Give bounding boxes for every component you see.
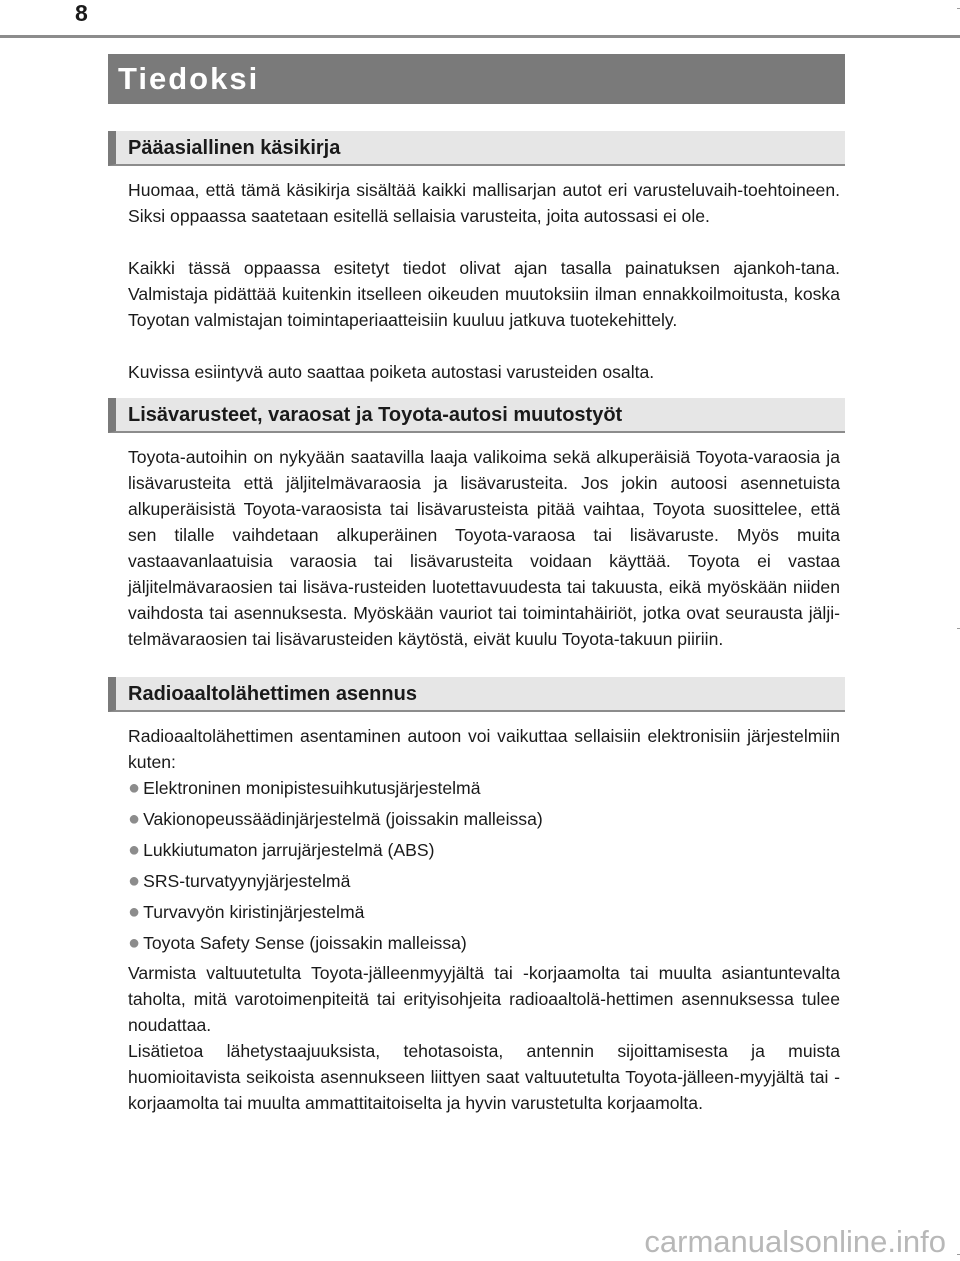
- list-item-text: Vakionopeussäädinjärjestelmä (joissakin malleissa): [143, 809, 543, 829]
- paragraph: Radioaaltolähettimen asentaminen autoon voi vaikuttaa sellaisiin elektronisiin järjestelmiin kuten:: [128, 726, 840, 772]
- list-item-text: Lukkiutumaton jarrujärjestelmä (ABS): [143, 840, 435, 860]
- list-item-text: Toyota Safety Sense (joissakin malleissa): [143, 933, 467, 953]
- paragraph: Lisätietoa lähetystaajuuksista, tehotasoista, antennin sijoittamisesta ja muista huomioitavista seikoista asennukseen liittyen saat valtuutetulta Toyota-jälleen-myyjältä tai -korjaamolta tai muulta ammattitaitoiselta ja hyvin varustetulta korjaamolta.: [128, 1041, 840, 1113]
- list-item-text: Turvavyön kiristinjärjestelmä: [143, 902, 365, 922]
- bullet-icon: ●: [128, 777, 141, 799]
- page-number: 8: [75, 0, 88, 26]
- section-heading-main-manual: Pääasiallinen käsikirja: [108, 131, 845, 166]
- list-item: [128, 775, 840, 801]
- paragraph: Kaikki tässä oppaassa esitetyt tiedot olivat ajan tasalla painatuksen ajankoh-tana. Valmistaja pidättää kuitenkin itselleen oikeuden muutoksiin ilman ennakkoilmoitusta, koska Toyotan valmistajan toimintaperiaatteisiin kuuluu jatkuva tuotekehittely.: [128, 258, 840, 330]
- paragraph: Toyota-autoihin on nykyään saatavilla laaja valikoima sekä alkuperäisiä Toyota-varaosia ja lisävarusteita että jäljitelmävaraosia ja lisävarusteita. Jos jokin autoosi asennetuista alkuperäisistä Toyota-varaosista tai lisävarusteista pitää vaihtaa, Toyota suosittelee, että sen tilalle vaihdetaan alkuperäinen Toyota-varaosa tai lisävaruste. Myös muita vastaavanlaatuisia varaosia tai lisävarusteita voidaan käyttää. Toyota ei vastaa jäljitelmävaraosien tai lisäva-rusteiden luotettavuudesta tai takuusta, eikä myöskään niiden vaihdosta tai asennuksesta. Myöskään vauriot tai toimintahäiriöt, jotka ovat seurausta jälji-telmävaraosien tai lisävarusteiden käytöstä, eivät kuulu Toyota-takuun piiriin.: [128, 447, 840, 649]
- page-title: Tiedoksi: [108, 54, 845, 104]
- bullet-icon: ●: [128, 870, 141, 892]
- section-heading-accessories: Lisävarusteet, varaosat ja Toyota-autosi muutostyöt: [108, 398, 845, 433]
- watermark: carmanualsonline.info: [644, 1224, 946, 1259]
- list-item: [128, 837, 840, 863]
- list-item: [128, 868, 840, 894]
- bullet-icon: ●: [128, 932, 141, 954]
- paragraph: Kuvissa esiintyvä auto saattaa poiketa autostasi varusteiden osalta.: [128, 362, 655, 382]
- list-item-text: SRS-turvatyynyjärjestelmä: [143, 871, 351, 891]
- paragraph: Huomaa, että tämä käsikirja sisältää kaikki mallisarjan autot eri varusteluvaih-toehtoineen. Siksi oppaassa saatetaan esitellä sellaisia varusteita, joita autossasi ei ole.: [128, 180, 840, 226]
- bullet-icon: ●: [128, 808, 141, 830]
- list-item-text: Elektroninen monipistesuihkutusjärjestelmä: [143, 778, 481, 798]
- section-heading-radio-transmitter: Radioaaltolähettimen asennus: [108, 677, 845, 712]
- bullet-icon: ●: [128, 839, 141, 861]
- top-rule: [0, 35, 960, 38]
- bullet-icon: ●: [128, 901, 141, 923]
- list-item: [128, 930, 840, 956]
- paragraph: Varmista valtuutetulta Toyota-jälleenmyyjältä tai -korjaamolta tai muulta asiantuntevalta taholta, mitä varotoimenpiteitä tai erityisohjeita radioaaltolä-hettimen asennuksessa tulee noudattaa.: [128, 963, 840, 1035]
- list-item: [128, 806, 840, 832]
- list-item: [128, 899, 840, 925]
